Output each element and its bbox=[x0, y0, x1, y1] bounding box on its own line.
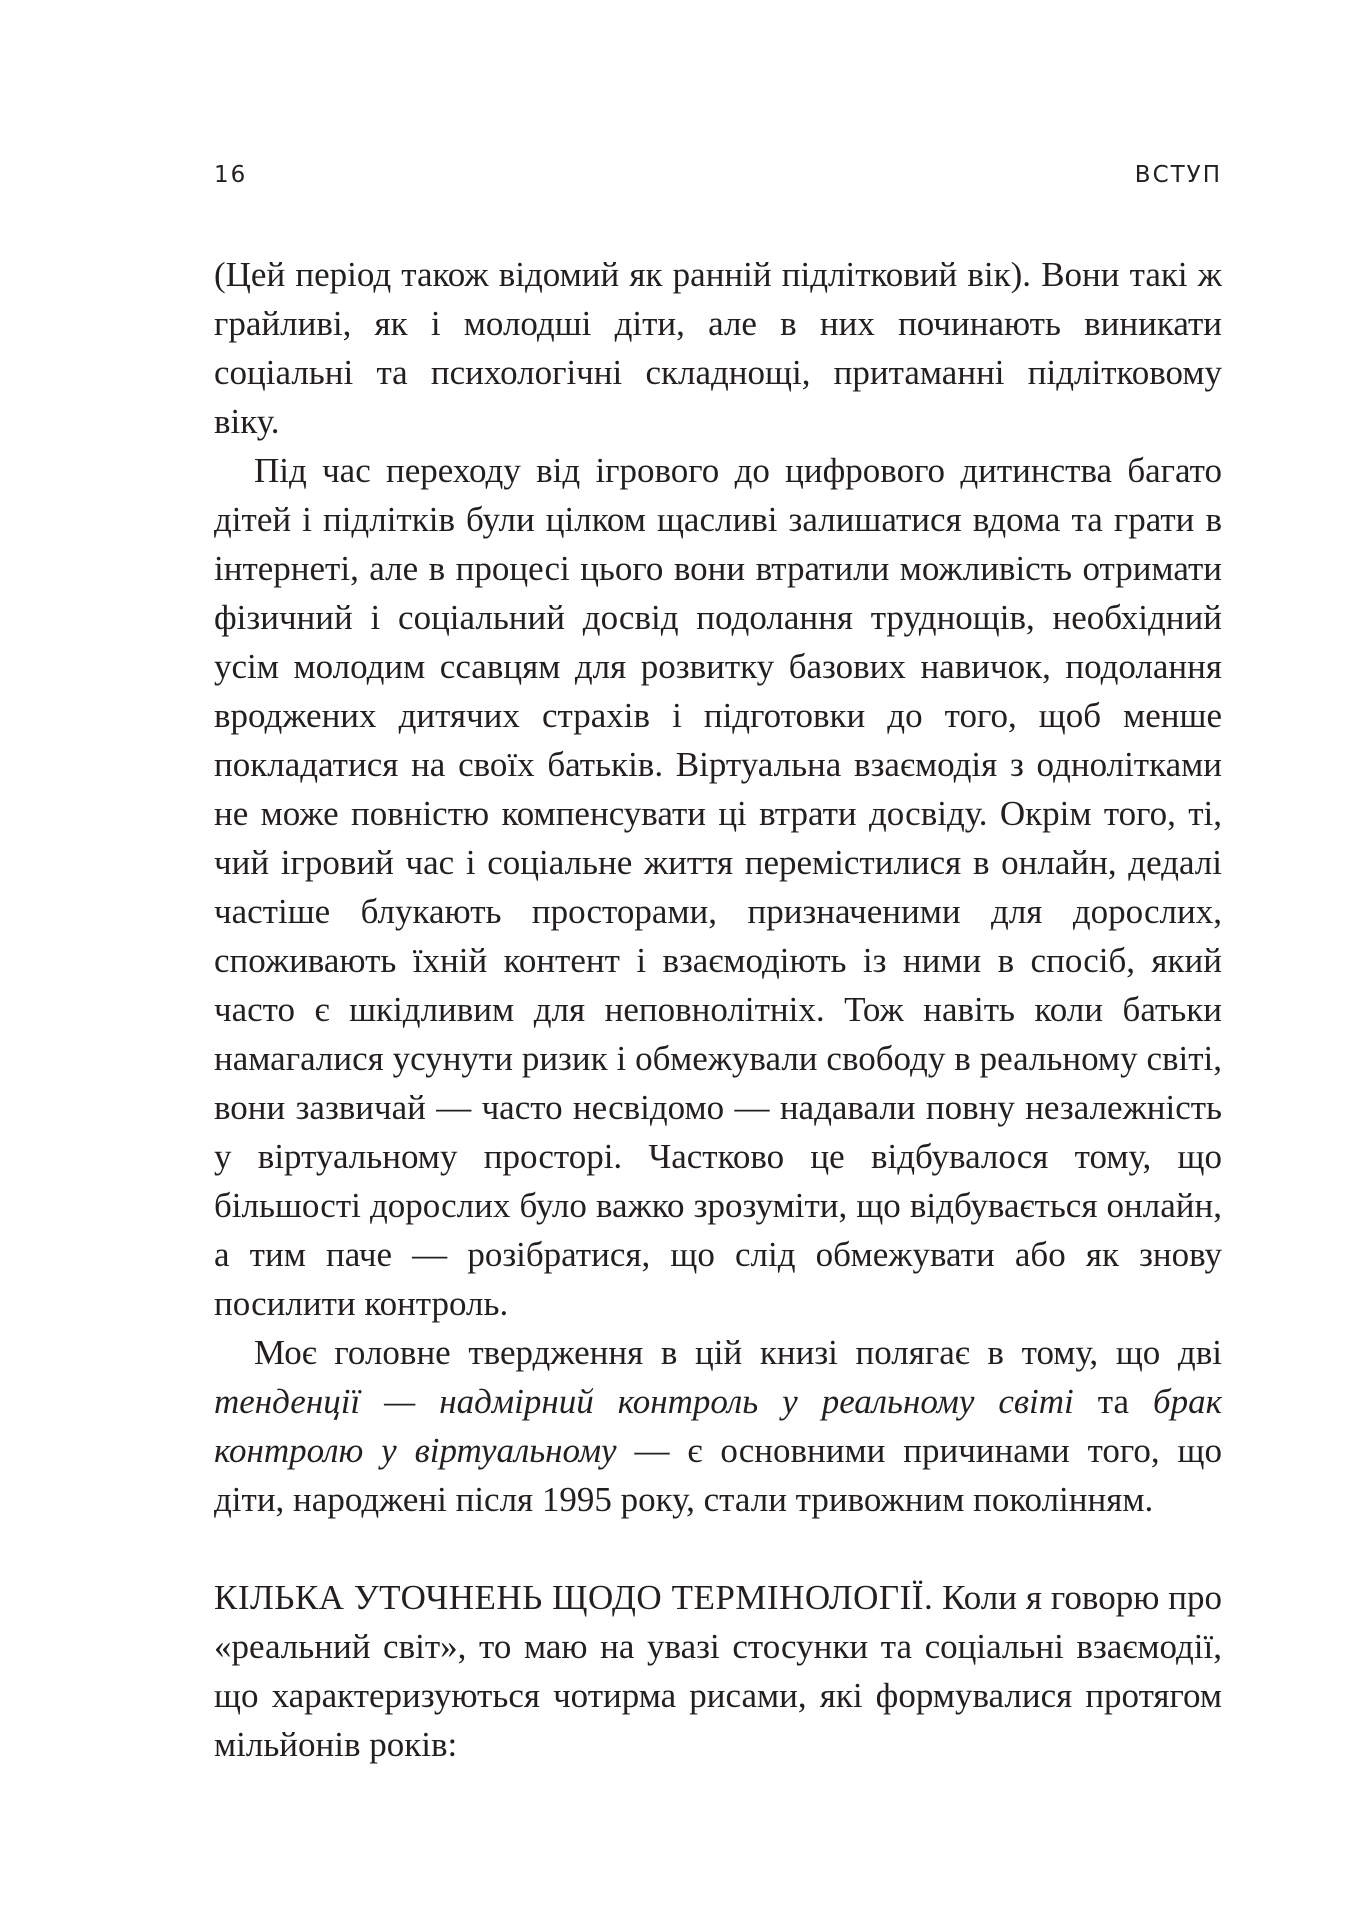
body-text bbox=[214, 250, 1222, 1769]
paragraph-3 bbox=[214, 1328, 1222, 1524]
paragraph-3-italic-1: тенденції — надмірний контроль у реальному світі bbox=[214, 1382, 1074, 1421]
paragraph-3-italic-2: брак контролю у віртуальному bbox=[214, 1382, 1222, 1470]
paragraph-4-text: Коли я говорю про «реальний світ», то маю на увазі стосунки та соціальні взаємодії, що характеризуються чотирма рисами, які формувалися протягом мільйонів років: bbox=[214, 1578, 1222, 1764]
section-title: ВСТУП bbox=[1134, 162, 1222, 188]
paragraph-1: (Цей період також відомий як ранній підлітковий вік). Вони такі ж грайливі, як і молодші діти, але в них починають виникати соціальні та психологічні складнощі, притаманні підлітковому віку. bbox=[214, 255, 1222, 441]
paragraph-3-text-3: — є основними причинами того, що діти, народжені після 1995 року, стали тривожним поколінням. bbox=[214, 1431, 1222, 1519]
paragraph-2: Під час переходу від ігрового до цифрового дитинства багато дітей і підлітків були цілком щасливі залишатися вдома та грати в інтернеті, але в процесі цього вони втратили можливість отримати фізичний і соціальний досвід подолання труднощів, необхідний усім молодим ссавцям для розвитку базових навичок, подолання вроджених дитячих страхів і підготовки до того, щоб менше покладатися на своїх батьків. Віртуальна взаємодія з однолітками не може повністю компенсувати ці втрати досвіду. Окрім того, ті, чий ігровий час і соціальне життя перемістилися в онлайн, дедалі частіше блукають просторами, призначеними для дорослих, споживають їхній контент і взаємодіють із ними в спосіб, який часто є шкідливим для неповнолітніх. Тож навіть коли батьки намагалися усунути ризик і обмежували свободу в реальному світі, вони зазвичай — часто несвідомо — надавали повну незалежність у віртуальному просторі. Частково це відбувалося тому, що більшості дорослих було важко зрозуміти, що відбувається онлайн, а тим паче — розібратися, що слід обмежувати або як знову посилити контроль. bbox=[214, 451, 1222, 1323]
paragraph-3-text-1: Моє головне твердження в цій книзі полягає в тому, що дві bbox=[254, 1333, 1222, 1372]
page-number: 16 bbox=[214, 162, 248, 188]
running-head bbox=[214, 162, 1222, 194]
paragraph-4 bbox=[214, 1573, 1222, 1769]
paragraph-3-text-2: та bbox=[1073, 1382, 1154, 1421]
section-break bbox=[214, 1524, 1222, 1573]
terminology-heading: КІЛЬКА УТОЧНЕНЬ ЩОДО ТЕРМІНОЛОГІЇ. bbox=[214, 1578, 934, 1617]
